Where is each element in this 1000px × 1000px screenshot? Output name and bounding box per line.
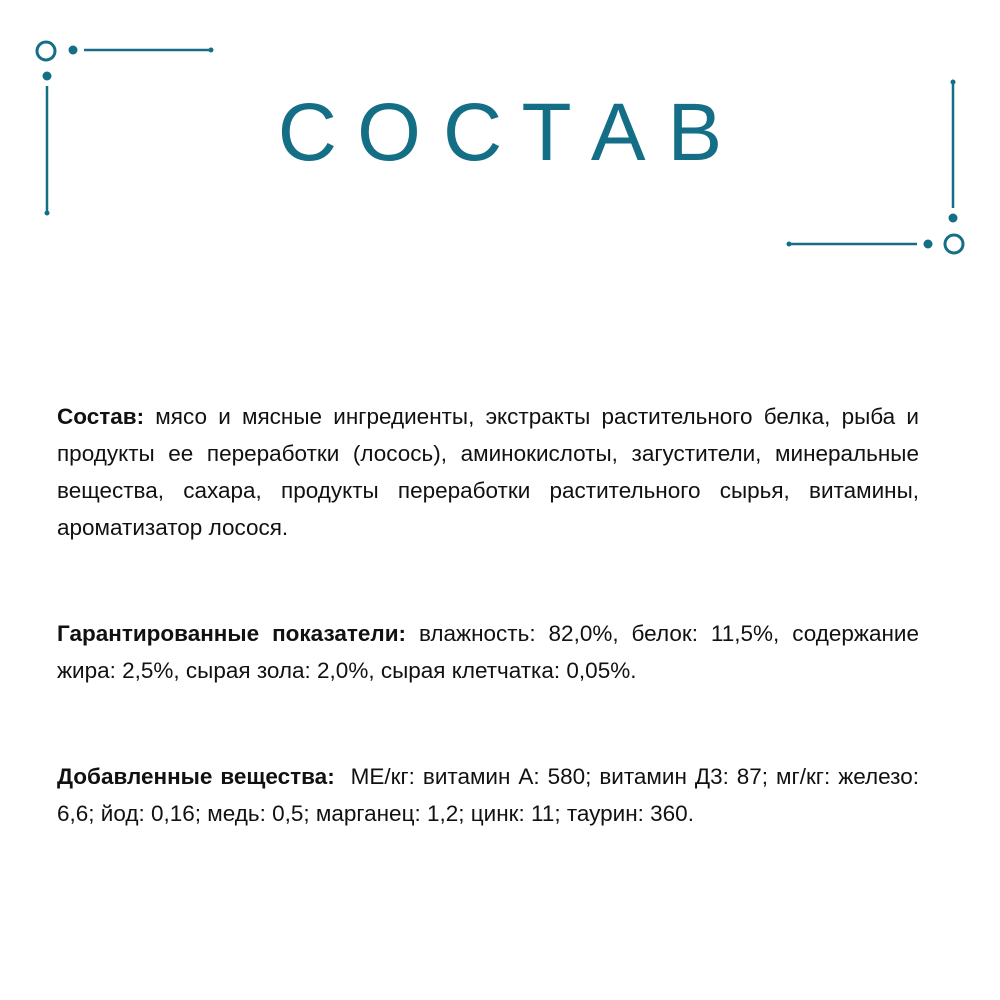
dot-icon (209, 48, 214, 53)
dot-icon (949, 214, 958, 223)
dot-icon (924, 240, 933, 249)
guaranteed-label: Гарантированные показатели: (57, 621, 407, 646)
composition-content (57, 398, 926, 832)
additives-text: МЕ/кг: витамин А: 580; витамин Д3: 87; мг/кг: железо: 6,6; йод: 0,16; медь: 0,5; марганец: 1,2; цинк: 11; таурин: 360. (57, 764, 926, 826)
dot-icon (69, 46, 78, 55)
dot-icon (787, 242, 792, 247)
additives-label: Добавленные вещества: (57, 764, 335, 789)
dot-icon (951, 80, 956, 85)
ring-icon (945, 235, 963, 253)
composition-label: Состав: (57, 404, 145, 429)
additives-paragraph (57, 758, 926, 832)
dot-icon (45, 211, 50, 216)
guaranteed-paragraph (57, 615, 926, 689)
page-title: СОСТАВ (277, 87, 745, 178)
ring-icon (37, 42, 55, 60)
guaranteed-text: влажность: 82,0%, белок: 11,5%, содержание жира: 2,5%, сырая зола: 2,0%, сырая клетчатка: 0,05%. (57, 621, 926, 683)
composition-text: мясо и мясные ингредиенты, экстракты растительного белка, рыба и продукты ее переработки (лосось), аминокислоты, загустители, минеральные вещества, сахара, продукты переработки растительного сырья, витамины, ароматизатор лосося. (57, 404, 919, 540)
dot-icon (43, 72, 52, 81)
composition-paragraph (57, 398, 919, 546)
